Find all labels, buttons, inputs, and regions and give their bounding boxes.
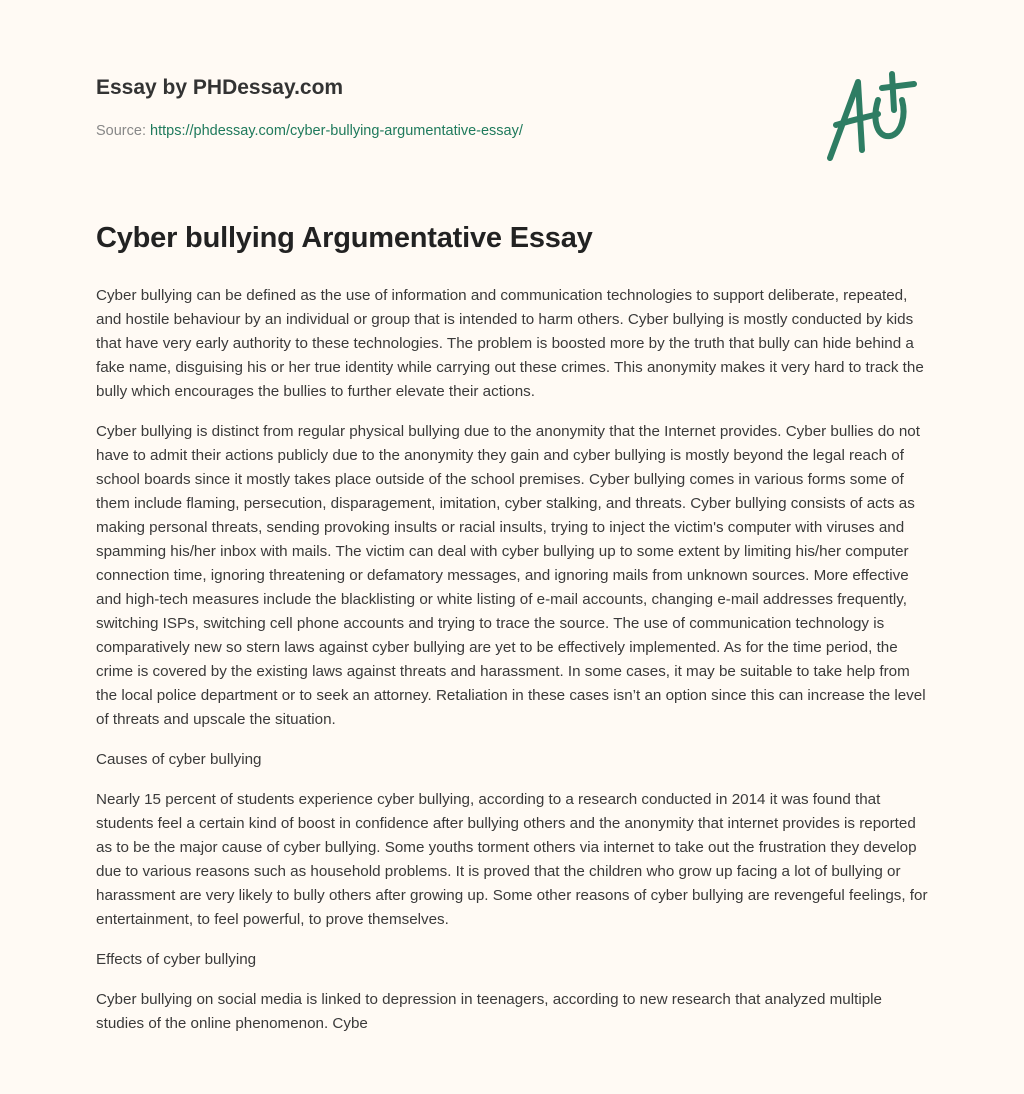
a-plus-logo-icon xyxy=(822,70,927,165)
paragraph: Nearly 15 percent of students experience cyber bullying, according to a research conducted in 2014 it was found that students feel a certain kind of boost in confidence after bullying others and the anonymity that internet provides is reported as to be the major cause of cyber bullying. Some youths torment others via internet to take out the frustration they develop due to various reasons such as household problems. It is proved that the children who grow up facing a lot of bullying or harassment are very likely to bully others after growing up. Some other reasons of cyber bullying are revengeful feelings, for entertainment, to feel powerful, to prove themselves. xyxy=(96,791,928,928)
paragraph: Cyber bullying is distinct from regular physical bullying due to the anonymity that the Internet provides. Cyber bullies do not have to admit their actions publicly due to the anonymity they gain and cyber bullying is mostly beyond the legal reach of school boards since it mostly takes place outside of the school premises. Cyber bullying comes in various forms some of them include flaming, persecution, disparagement, imitation, cyber stalking, and threats. Cyber bullying consists of acts as making personal threats, sending provoking insults or racial insults, trying to inject the victim's computer with viruses and spamming his/her inbox with mails. The victim can deal with cyber bullying up to some extent by limiting his/her computer connection time, ignoring threatening or defamatory messages, and ignoring mails from unknown sources. More effective and high-tech measures include the blacklisting or white listing of e-mail accounts, changing e-mail addresses frequently, switching ISPs, switching cell phone accounts and trying to trace the source. The use of communication technology is comparatively new so stern laws against cyber bullying are yet to be effectively implemented. As for the time period, the crime is covered by the existing laws against threats and harassment. In some cases, it may be suitable to take help from the local police department or to seek an attorney. Retaliation in these cases isn’t an option since this can increase the level of threats and upscale the situation. xyxy=(96,423,926,728)
source-label: Source: xyxy=(96,123,146,139)
site-brand: Essay by PHDessay.com xyxy=(96,76,344,99)
section-heading: Effects of cyber bullying xyxy=(96,951,257,968)
source-link[interactable]: https://phdessay.com/cyber-bullying-argumentative-essay/ xyxy=(150,123,523,139)
paragraph: Cyber bullying can be defined as the use of information and communication technologies to support deliberate, repeated, and hostile behaviour by an individual or group that is intended to harm others. Cyber bullying is mostly conducted by kids that have very early authority to these technologies. The problem is boosted more by the truth that bully can hide behind a fake name, disguising his or her true identity while carrying out these crimes. This anonymity makes it very hard to track the bully which encourages the bullies to further elevate their actions. xyxy=(96,287,924,400)
section-heading: Causes of cyber bullying xyxy=(96,751,262,768)
page-title: Cyber bullying Argumentative Essay xyxy=(96,222,593,254)
essay-body xyxy=(96,284,932,1052)
paragraph: Cyber bullying on social media is linked to depression in teenagers, according to new research that analyzed multiple studies of the online phenomenon. Cybe xyxy=(96,991,882,1032)
source-line xyxy=(96,123,523,139)
